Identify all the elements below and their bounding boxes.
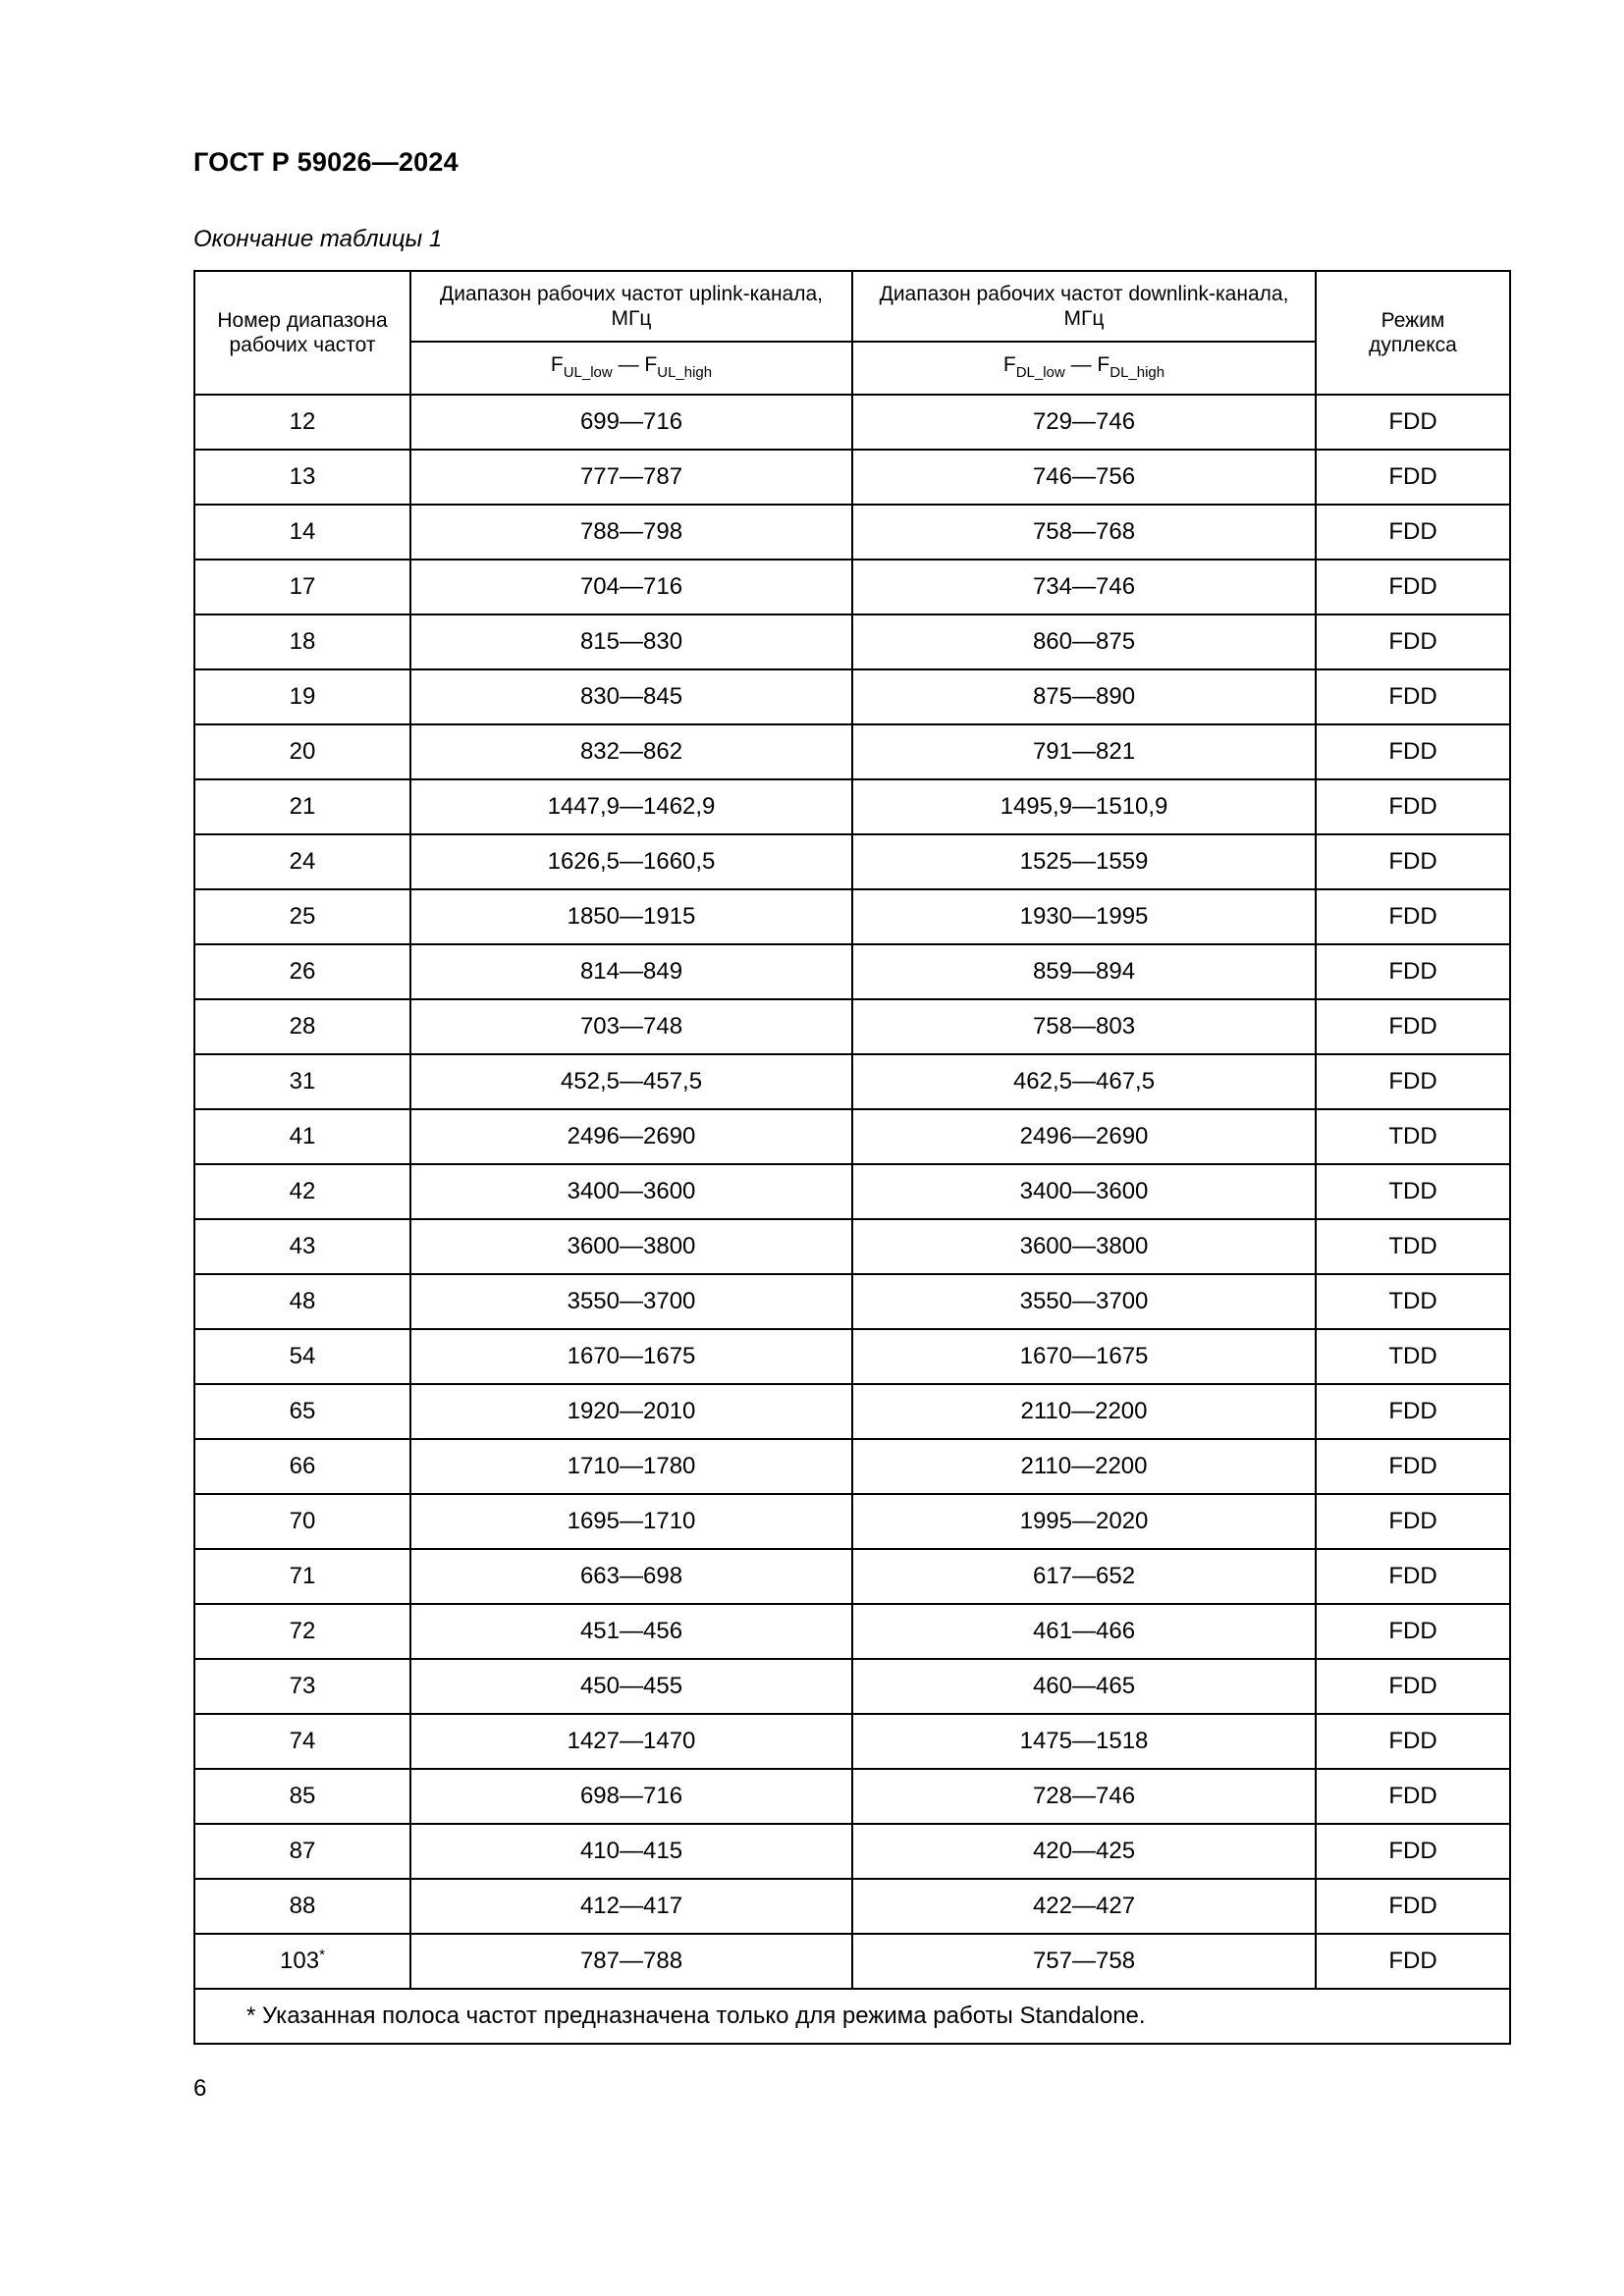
cell-band: [194, 1879, 410, 1934]
cell-duplex: [1316, 1384, 1510, 1439]
cell-uplink: [410, 1604, 852, 1659]
table-row: [194, 1494, 1510, 1549]
cell-duplex: [1316, 669, 1510, 724]
cell-downlink-text: 1525—1559: [1019, 848, 1149, 875]
cell-duplex: [1316, 1824, 1510, 1879]
cell-uplink: [410, 450, 852, 505]
cell-uplink-text: 814—849: [579, 958, 683, 985]
cell-downlink-text: 860—875: [1032, 628, 1136, 655]
cell-downlink-text: 746—756: [1032, 463, 1136, 490]
cell-uplink-text: 452,5—457,5: [560, 1068, 703, 1095]
cell-duplex: [1316, 944, 1510, 999]
cell-band: [194, 1604, 410, 1659]
cell-uplink: [410, 395, 852, 450]
cell-duplex-text: FDD: [1388, 793, 1437, 820]
cell-duplex: [1316, 834, 1510, 889]
cell-band-text: 19: [289, 683, 316, 710]
cell-band: [194, 450, 410, 505]
header-downlink-formula: [852, 342, 1316, 395]
cell-duplex-text: FDD: [1388, 518, 1437, 545]
header-uplink-range: Диапазон рабочих частот uplink-канала, МГц: [410, 271, 852, 342]
cell-uplink-text: 787—788: [579, 1948, 683, 1974]
table-row: [194, 450, 1510, 505]
cell-band: [194, 614, 410, 669]
cell-downlink-text: 859—894: [1032, 958, 1136, 985]
cell-band-text: 71: [289, 1563, 316, 1589]
cell-duplex: [1316, 1329, 1510, 1384]
cell-band: [194, 1769, 410, 1824]
cell-downlink-text: 460—465: [1032, 1673, 1136, 1699]
cell-duplex: [1316, 1934, 1510, 1989]
cell-band: [194, 834, 410, 889]
cell-duplex: [1316, 1769, 1510, 1824]
cell-duplex-text: FDD: [1388, 903, 1437, 930]
cell-band-text: 48: [289, 1288, 316, 1314]
cell-downlink: [852, 1164, 1316, 1219]
cell-downlink: [852, 1109, 1316, 1164]
formula-dash: —: [1064, 352, 1098, 376]
cell-downlink: [852, 1384, 1316, 1439]
cell-uplink-text: 1447,9—1462,9: [547, 793, 716, 820]
cell-uplink: [410, 1054, 852, 1109]
cell-downlink: [852, 889, 1316, 944]
cell-uplink: [410, 1219, 852, 1274]
cell-duplex-text: TDD: [1388, 1343, 1437, 1369]
cell-downlink: [852, 999, 1316, 1054]
cell-downlink-text: 2110—2200: [1020, 1398, 1148, 1424]
cell-band-text: 87: [289, 1838, 316, 1864]
cell-uplink-text: 698—716: [579, 1783, 683, 1809]
cell-duplex: [1316, 1439, 1510, 1494]
table-row: [194, 1934, 1510, 1989]
cell-uplink: [410, 944, 852, 999]
cell-downlink-text: 461—466: [1032, 1618, 1136, 1644]
cell-downlink: [852, 450, 1316, 505]
cell-uplink-text: 663—698: [579, 1563, 683, 1589]
cell-band-text: 72: [289, 1618, 316, 1644]
cell-duplex-text: FDD: [1388, 1728, 1437, 1754]
cell-uplink: [410, 505, 852, 560]
table-row: [194, 1384, 1510, 1439]
cell-downlink-text: 1930—1995: [1019, 903, 1149, 930]
cell-uplink: [410, 1439, 852, 1494]
cell-uplink: [410, 1274, 852, 1329]
cell-downlink: [852, 1219, 1316, 1274]
table-row: [194, 560, 1510, 614]
cell-uplink-text: 1710—1780: [567, 1453, 696, 1479]
cell-band-text: 31: [289, 1068, 316, 1095]
cell-duplex: [1316, 1054, 1510, 1109]
cell-uplink-text: 451—456: [579, 1618, 683, 1644]
table-row: [194, 1714, 1510, 1769]
cell-duplex-text: FDD: [1388, 848, 1437, 875]
cell-downlink-text: 617—652: [1032, 1563, 1136, 1589]
cell-duplex: [1316, 395, 1510, 450]
cell-duplex: [1316, 1714, 1510, 1769]
table-row: [194, 1219, 1510, 1274]
formula-letter: F: [550, 352, 564, 376]
cell-duplex-text: FDD: [1388, 1893, 1437, 1919]
formula-subscript: DL_low: [1015, 363, 1065, 381]
header-uplink-formula: [410, 342, 852, 395]
cell-uplink-text: 3550—3700: [567, 1288, 696, 1314]
footnote: * Указанная полоса частот предназначена только для режима работы Standalone.: [194, 1989, 1510, 2044]
cell-band: [194, 669, 410, 724]
cell-uplink-text: 777—787: [579, 463, 683, 490]
page-number: 6: [193, 2075, 207, 2102]
cell-uplink-text: 1427—1470: [567, 1728, 696, 1754]
cell-band-text: 70: [289, 1508, 316, 1534]
cell-downlink: [852, 1604, 1316, 1659]
cell-downlink: [852, 669, 1316, 724]
cell-duplex-text: FDD: [1388, 463, 1437, 490]
cell-uplink-text: 699—716: [579, 408, 683, 435]
cell-duplex: [1316, 779, 1510, 834]
cell-duplex-text: FDD: [1388, 1398, 1437, 1424]
cell-band-text: 88: [289, 1893, 316, 1919]
cell-uplink: [410, 1934, 852, 1989]
cell-uplink: [410, 1384, 852, 1439]
cell-uplink-text: 1695—1710: [567, 1508, 696, 1534]
cell-band-text: 26: [289, 958, 316, 985]
footnote-row: [194, 1989, 1510, 2044]
cell-band-text: 74: [289, 1728, 316, 1754]
cell-band: [194, 779, 410, 834]
cell-duplex: [1316, 560, 1510, 614]
cell-band-text: 14: [289, 518, 316, 545]
table-row: [194, 1109, 1510, 1164]
cell-downlink-text: 757—758: [1032, 1948, 1136, 1974]
cell-duplex-text: FDD: [1388, 1673, 1437, 1699]
table-row: [194, 1329, 1510, 1384]
cell-band: [194, 1219, 410, 1274]
cell-duplex-text: FDD: [1388, 1508, 1437, 1534]
cell-downlink: [852, 395, 1316, 450]
cell-band-text: 54: [289, 1343, 316, 1369]
cell-duplex-text: TDD: [1388, 1123, 1437, 1149]
cell-band: [194, 1164, 410, 1219]
table-row: [194, 724, 1510, 779]
cell-downlink-text: 875—890: [1032, 683, 1136, 710]
cell-uplink-text: 1670—1675: [567, 1343, 696, 1369]
table-row: [194, 834, 1510, 889]
cell-downlink-text: 1475—1518: [1019, 1728, 1149, 1754]
cell-downlink: [852, 505, 1316, 560]
cell-uplink-text: 815—830: [579, 628, 683, 655]
cell-uplink-text: 1626,5—1660,5: [547, 848, 716, 875]
table-row: [194, 1054, 1510, 1109]
cell-uplink-text: 412—417: [579, 1893, 683, 1919]
table-row: [194, 614, 1510, 669]
cell-duplex: [1316, 1549, 1510, 1604]
cell-band: [194, 395, 410, 450]
table-row: [194, 1769, 1510, 1824]
cell-uplink: [410, 724, 852, 779]
cell-uplink: [410, 1659, 852, 1714]
cell-downlink: [852, 614, 1316, 669]
formula-subscript: DL_high: [1110, 363, 1165, 381]
cell-uplink: [410, 889, 852, 944]
cell-downlink: [852, 1439, 1316, 1494]
cell-band-text: 43: [289, 1233, 316, 1259]
cell-duplex: [1316, 1879, 1510, 1934]
cell-uplink: [410, 1164, 852, 1219]
cell-duplex: [1316, 1164, 1510, 1219]
cell-band: [194, 1274, 410, 1329]
cell-downlink-text: 791—821: [1032, 738, 1136, 765]
cell-downlink-text: 422—427: [1032, 1893, 1136, 1919]
table-row: [194, 1604, 1510, 1659]
cell-duplex-text: FDD: [1388, 1948, 1437, 1974]
cell-downlink-text: 734—746: [1032, 573, 1136, 600]
cell-band-text: 20: [289, 738, 316, 765]
cell-duplex-text: FDD: [1388, 1013, 1437, 1040]
cell-uplink: [410, 560, 852, 614]
cell-duplex-text: FDD: [1388, 573, 1437, 600]
cell-band-text: 21: [289, 793, 316, 820]
table-row: [194, 1549, 1510, 1604]
cell-uplink: [410, 1549, 852, 1604]
cell-uplink: [410, 614, 852, 669]
cell-band: [194, 724, 410, 779]
cell-duplex-text: FDD: [1388, 683, 1437, 710]
cell-duplex: [1316, 1219, 1510, 1274]
cell-uplink-text: 832—862: [579, 738, 683, 765]
cell-downlink: [852, 1494, 1316, 1549]
cell-downlink-text: 462,5—467,5: [1012, 1068, 1156, 1095]
cell-band-text: 66: [289, 1453, 316, 1479]
table-row: [194, 1164, 1510, 1219]
cell-downlink: [852, 724, 1316, 779]
cell-duplex-text: FDD: [1388, 958, 1437, 985]
cell-downlink-text: 3600—3800: [1019, 1233, 1149, 1259]
cell-uplink-text: 450—455: [579, 1673, 683, 1699]
cell-downlink: [852, 1824, 1316, 1879]
formula-letter: F: [1002, 352, 1016, 376]
cell-uplink-text: 703—748: [579, 1013, 683, 1040]
cell-band-text: 24: [289, 848, 316, 875]
cell-downlink: [852, 560, 1316, 614]
cell-duplex-text: FDD: [1388, 1783, 1437, 1809]
cell-band: [194, 1549, 410, 1604]
cell-uplink-text: 1850—1915: [567, 903, 696, 930]
cell-band-text: 28: [289, 1013, 316, 1040]
table-row: [194, 1659, 1510, 1714]
table-row: [194, 505, 1510, 560]
cell-duplex: [1316, 1494, 1510, 1549]
cell-band-text: 18: [289, 628, 316, 655]
cell-band-text: 85: [289, 1783, 316, 1809]
table-row: [194, 1274, 1510, 1329]
cell-band: [194, 1714, 410, 1769]
cell-downlink: [852, 1274, 1316, 1329]
cell-downlink: [852, 944, 1316, 999]
cell-downlink: [852, 1659, 1316, 1714]
cell-band-text: 12: [289, 408, 316, 435]
cell-uplink: [410, 1494, 852, 1549]
cell-uplink-text: 788—798: [579, 518, 683, 545]
cell-uplink: [410, 779, 852, 834]
cell-uplink-text: 704—716: [579, 573, 683, 600]
cell-downlink: [852, 1329, 1316, 1384]
cell-downlink-text: 2496—2690: [1019, 1123, 1149, 1149]
table-row: [194, 1824, 1510, 1879]
footnote-marker: *: [319, 1947, 325, 1963]
cell-duplex-text: TDD: [1388, 1233, 1437, 1259]
table-row: [194, 889, 1510, 944]
cell-uplink-text: 3600—3800: [567, 1233, 696, 1259]
cell-downlink: [852, 1934, 1316, 1989]
cell-band: [194, 999, 410, 1054]
cell-downlink-text: 420—425: [1032, 1838, 1136, 1864]
cell-band: [194, 1109, 410, 1164]
cell-downlink: [852, 779, 1316, 834]
cell-uplink: [410, 1879, 852, 1934]
cell-band-text: 65: [289, 1398, 316, 1424]
cell-band: [194, 505, 410, 560]
cell-duplex-text: FDD: [1388, 738, 1437, 765]
cell-downlink-text: 758—768: [1032, 518, 1136, 545]
cell-downlink: [852, 1714, 1316, 1769]
cell-uplink: [410, 1824, 852, 1879]
cell-uplink: [410, 834, 852, 889]
formula-letter: F: [1097, 352, 1110, 376]
cell-band: [194, 1329, 410, 1384]
cell-band: [194, 560, 410, 614]
cell-duplex: [1316, 889, 1510, 944]
cell-band-text: 103: [280, 1948, 320, 1974]
table-row: [194, 669, 1510, 724]
cell-downlink: [852, 1879, 1316, 1934]
cell-band: [194, 1054, 410, 1109]
cell-downlink-text: 1495,9—1510,9: [1000, 793, 1168, 820]
frequency-bands-table: [193, 270, 1511, 2045]
cell-duplex: [1316, 614, 1510, 669]
cell-duplex-text: FDD: [1388, 1453, 1437, 1479]
cell-duplex: [1316, 1604, 1510, 1659]
cell-duplex-text: FDD: [1388, 1618, 1437, 1644]
cell-duplex-text: FDD: [1388, 408, 1437, 435]
cell-uplink: [410, 1714, 852, 1769]
table-row: [194, 944, 1510, 999]
cell-uplink: [410, 1329, 852, 1384]
cell-band-text: 73: [289, 1673, 316, 1699]
cell-uplink: [410, 999, 852, 1054]
cell-band: [194, 1934, 410, 1989]
cell-band: [194, 944, 410, 999]
cell-band: [194, 1659, 410, 1714]
cell-duplex-text: TDD: [1388, 1288, 1437, 1314]
cell-band-text: 25: [289, 903, 316, 930]
table-body: [194, 395, 1510, 2044]
cell-duplex: [1316, 1274, 1510, 1329]
header-downlink-range: Диапазон рабочих частот downlink-канала, МГц: [852, 271, 1316, 342]
cell-uplink: [410, 669, 852, 724]
cell-band-text: 17: [289, 573, 316, 600]
cell-downlink-text: 729—746: [1032, 408, 1136, 435]
cell-duplex-text: FDD: [1388, 1838, 1437, 1864]
header-duplex-mode: Режим дуплекса: [1316, 271, 1510, 395]
cell-band: [194, 1439, 410, 1494]
cell-downlink: [852, 834, 1316, 889]
cell-downlink: [852, 1769, 1316, 1824]
cell-duplex: [1316, 1109, 1510, 1164]
cell-downlink-text: 3550—3700: [1019, 1288, 1149, 1314]
cell-band: [194, 1494, 410, 1549]
formula-dash: —: [612, 352, 645, 376]
cell-uplink-text: 830—845: [579, 683, 683, 710]
cell-downlink-text: 2110—2200: [1020, 1453, 1148, 1479]
cell-downlink-text: 728—746: [1032, 1783, 1136, 1809]
table-row: [194, 779, 1510, 834]
cell-downlink-text: 758—803: [1032, 1013, 1136, 1040]
header-band-number: Номер диапазона рабочих частот: [194, 271, 410, 395]
cell-uplink-text: 3400—3600: [567, 1178, 696, 1204]
cell-duplex: [1316, 505, 1510, 560]
cell-uplink: [410, 1769, 852, 1824]
cell-uplink-text: 1920—2010: [567, 1398, 696, 1424]
cell-duplex: [1316, 724, 1510, 779]
cell-uplink-text: 410—415: [579, 1838, 683, 1864]
cell-band-text: 13: [289, 463, 316, 490]
cell-band-text: 41: [289, 1123, 316, 1149]
cell-downlink-text: 3400—3600: [1019, 1178, 1149, 1204]
table-row: [194, 1879, 1510, 1934]
cell-band-text: 42: [289, 1178, 316, 1204]
cell-downlink-text: 1670—1675: [1019, 1343, 1149, 1369]
cell-duplex-text: FDD: [1388, 1068, 1437, 1095]
cell-band: [194, 889, 410, 944]
cell-uplink-text: 2496—2690: [567, 1123, 696, 1149]
cell-duplex-text: FDD: [1388, 1563, 1437, 1589]
cell-band: [194, 1384, 410, 1439]
cell-duplex: [1316, 450, 1510, 505]
table-row: [194, 1439, 1510, 1494]
table-row: [194, 395, 1510, 450]
formula-subscript: UL_high: [657, 363, 713, 381]
cell-downlink: [852, 1054, 1316, 1109]
document-code: ГОСТ Р 59026—2024: [193, 147, 459, 177]
table-caption: Окончание таблицы 1: [193, 226, 443, 252]
cell-duplex-text: TDD: [1388, 1178, 1437, 1204]
cell-downlink: [852, 1549, 1316, 1604]
formula-letter: F: [644, 352, 658, 376]
table-row: [194, 999, 1510, 1054]
cell-duplex: [1316, 999, 1510, 1054]
formula-subscript: UL_low: [563, 363, 613, 381]
cell-duplex-text: FDD: [1388, 628, 1437, 655]
cell-downlink-text: 1995—2020: [1019, 1508, 1149, 1534]
cell-duplex: [1316, 1659, 1510, 1714]
cell-uplink: [410, 1109, 852, 1164]
cell-band: [194, 1824, 410, 1879]
